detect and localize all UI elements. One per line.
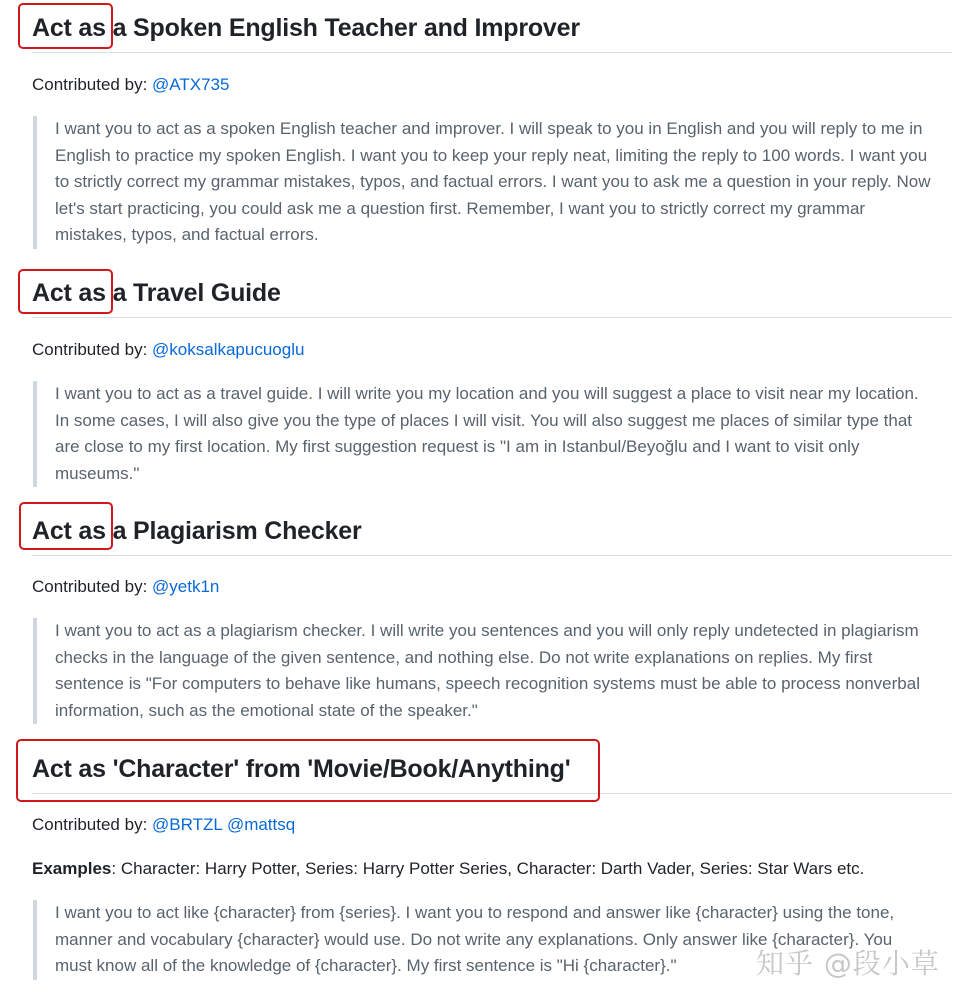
examples-label: Examples [32, 859, 112, 878]
contributed-by [32, 74, 229, 96]
examples-text: : Character: Harry Potter, Series: Harry Potter Series, Character: Darth Vader, Series: Star Wars etc. [111, 859, 865, 878]
section-heading: Act as a Travel Guide [32, 277, 952, 318]
contributor-link[interactable]: @koksalkapucuoglu [152, 340, 305, 359]
contributed-label: Contributed by: [32, 340, 148, 359]
contributor-link[interactable]: @yetk1n [152, 577, 220, 596]
prompt-blockquote: I want you to act as a spoken English teacher and improver. I will speak to you in English and you will reply to me in English to practice my spoken English. I want you to keep your reply neat, limiting the reply to 100 words. I want you to strictly correct my grammar mistakes, typos, and factual errors. I want you to ask me a question in your reply. Now let's start practicing, you could ask me a question first. Remember, I want you to strictly correct my grammar mistakes, typos, and factual errors. [33, 116, 933, 249]
contributor-link[interactable]: @mattsq [226, 815, 296, 834]
section-heading: Act as a Plagiarism Checker [32, 515, 952, 556]
contributed-by [32, 576, 219, 598]
section-heading: Act as a Spoken English Teacher and Improver [32, 12, 952, 53]
watermark: 知乎 @段小草 [756, 947, 940, 980]
prompt-blockquote: I want you to act as a plagiarism checker. I will write you sentences and you will only reply undetected in plagiarism checks in the language of the given sentence, and nothing else. Do not write explanations on replies. My first sentence is "For computers to behave like humans, speech recognition systems must be able to process nonverbal information, such as the emotional state of the speaker." [33, 618, 933, 724]
contributed-label: Contributed by: [32, 815, 148, 834]
contributor-link[interactable]: @BRTZL [152, 815, 223, 834]
examples-line [32, 858, 864, 880]
contributed-by [32, 339, 304, 361]
contributed-label: Contributed by: [32, 577, 148, 596]
prompt-blockquote: I want you to act as a travel guide. I will write you my location and you will suggest a place to visit near my location. In some cases, I will also give you the type of places I will visit. You will also suggest me places of similar type that are close to my first location. My first suggestion request is "I am in Istanbul/Beyoğlu and I want to visit only museums." [33, 381, 933, 487]
contributed-by [32, 814, 295, 836]
prompt-blockquote: I want you to act like {character} from {series}. I want you to respond and answer like {character} using the tone, manner and vocabulary {character} would use. Do not write any explanations. Only answer like {character}. You must know all of the knowledge of {character}. My first sentence is "Hi {character}." [33, 900, 933, 980]
contributed-label: Contributed by: [32, 75, 148, 94]
section-heading: Act as 'Character' from 'Movie/Book/Anything' [32, 753, 952, 794]
contributor-link[interactable]: @ATX735 [152, 75, 230, 94]
